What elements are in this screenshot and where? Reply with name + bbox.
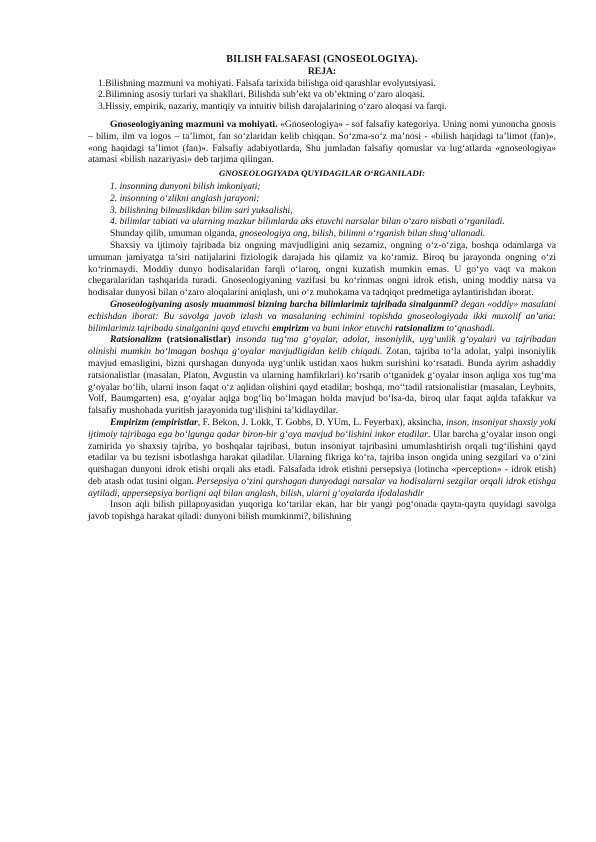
- paragraph-text: Shunday qilib, umuman olganda,: [110, 228, 240, 240]
- paragraph-text: . Zotan, tajriba to‘la adolat, yalpi insoniylik mavjud emasligini, bizni qurshagan dunyoda uyg‘unlik ustidan xaos hukm surishini ko‘rsatadi. Bunda ayrim ashaddiy ratsionalistlar (masalan, Platon, Avgustin va ularning hamfikrlari) ko‘rsatib o‘tganidek g‘oyalar inson aqliga xos tug‘ma g‘oyalar bo‘lib, ularni inson faqat o‘z aqlidan olishini qayd etadilar; boshqa, mo‘‘tadil ratsionalistlar (masalan, Leybnits, Volf, Baumgarten) esa, g‘oyalar aqlga bog‘liq bo‘lmagan holda mavjud bo‘lsa-da, biroq ular faqat aqlda tafakkur va falsafiy mushohada yuritish jarayonida tug‘ilishini ta’kidlaydilar.: [88, 346, 556, 417]
- plan-heading: REJA:: [307, 65, 337, 77]
- studied-item: 4. bilimlar tabiati va ularning mazkur bilimlarda aks etuvchi narsalar bilan o‘zaro nisbati o‘rganiladi.: [110, 216, 505, 228]
- plan-item: 3.Hissiy, empirik, nazariy, mantiqiy va intuitiv bilish darajalarining o‘zaro aloqasi va farqi.: [98, 101, 447, 113]
- paragraph-summary: [88, 228, 556, 240]
- paragraph-main-problem: [88, 299, 556, 334]
- paragraph-lead: Gnoseologiyaning mazmuni va mohiyati.: [110, 118, 278, 130]
- term-ratsionalizm: ratsionalizm: [395, 322, 445, 334]
- plan-item: 2.Bilimning asosiy turlari va shakllari. Bilishda sub’ekt va ob’ektning o‘zaro aloqasi.: [98, 89, 425, 101]
- section-subheading: GNOSEOLOGIYADA QUYIDAGILAR O‘RGANILADI:: [218, 168, 426, 179]
- studied-item: 2. insonning o‘zlikni anglash jarayoni;: [110, 192, 260, 204]
- paragraph-human-mind: Inson aqli bilish pillapoyasidan yuqoriga ko‘tarilar ekan, har bir yangi pog‘onada qayta-qayta quyidagi savolga javob topishga harakat qiladi: dunyoni bilish mumkinmi?, bilishning: [88, 499, 556, 523]
- page-title: BILISH FALSAFASI (GNOSEOLOGIYA).: [226, 54, 418, 65]
- paragraph-empiricism: [88, 417, 556, 500]
- paragraph-intro: [88, 119, 556, 166]
- paragraph-italic: Persepsiya o‘zini qurshagan dunyodagi narsalar va hodisalarni sezgilar orqali idrok etishga aytiladi, appersepsiya borliqni aql bilan anglash, bilish, ularni g‘oyalarda ifodalashdir: [88, 475, 556, 499]
- paragraph-italic: degan «oddiy» masalani echishdan iborat: Bu savolga javob izlash va masalaning echimini topishda gnoseologiyada ikki muxolif an’ana: bilimlarimiz tajribada sinalganini qayd etuvchi: [88, 298, 556, 334]
- paragraph-bold: Gnoseologiyaning asosiy muammosi bizning barcha bilimlarimiz tajribada sinalganmi?: [110, 298, 459, 310]
- paragraph-italic: va buni inkor etuvchi: [308, 322, 395, 334]
- paragraph-bold: (ratsionalistlar): [161, 334, 231, 346]
- paragraph-consciousness: Shaxsiy va ijtimoiy tajribada biz ongning mavjudligini aniq sezamiz, ongning o‘z-o‘ziga, boshqa odamlarga va umuman jamiyatga ta’siri natijalarini fiziologik darajada his qilamiz va ko‘ramiz. Biroq bu jarayonda ongning o‘zi ko‘rinmaydi. Moddiy dunyo hodisalaridan farqli o‘laroq, ongni kuzatish mumkin emas. U go‘yo vaqt va makon chegaralaridan tashqarida turadi. Gnoseologiyaning vazifasi bu ko‘rinmas ongni idrok etish, uning moddiy narsa va hodisalar dunyosi bilan o‘zaro aloqalarini aniqlash, uni o‘z muhokama va tadqiqot predmetiga aylantirishdan iborat.: [88, 239, 556, 299]
- paragraph-italic: inson, insoniyat shaxsiy yoki ijtimoiy tajribaga ega bo‘lgunga qadar biron-bir g‘oya mavjud bo‘lishini inkor etadilar: [88, 416, 556, 440]
- plan-list: [88, 78, 556, 113]
- paragraph-text: «Gnoseologiya» - sof falsafiy kategoriya. Uning nomi yunoncha gnosis – bilim, ilm va logos – ta’limot, fan so‘zlaridan kelib chiqqan. So‘zma-so‘z ma’nosi - «bilish haqidagi ta’limot (fan)», «ong haqidagi ta’limot (fan)». Falsafiy adabiyotlarda, Shu jumladan falsafiy qomuslar va lug‘atlarda «gnoseologiya» atamasi «bilish nazariyasi» deb tarjima qilingan.: [88, 118, 557, 166]
- paragraph-rationalism: [88, 334, 556, 417]
- plan-item: 1.Bilishning mazmuni va mohiyati. Falsafa tarixida bilishga oid qarashlar evolyutsiyasi.: [98, 77, 436, 89]
- paragraph-text: . Ular barcha g‘oyalar inson ongi zamirida yo shaxsiy tajriba, yo boshqalar tajribasi, butun insoniyat tajribasini umumlashtirish orqali tug‘ilishini qayd etadilar va bu tezisni isbotlashga harakat qiladilar. Ularning fikriga ko‘ra, tajriba inson ongida uning sezgilari va o‘zini qurshagan dunyoni idrok etishi orqali aks etadi. Falsafada idrok etishni persepsiya (lotincha «perception» - idrok etish) deb atash odat tusini olgan.: [88, 428, 556, 487]
- studied-item: 3. bilishning bilmaslikdan bilim sari yuksalishi,: [110, 204, 293, 216]
- document-page: [88, 54, 556, 523]
- paragraph-italic: to‘qnashadi.: [444, 322, 495, 334]
- paragraph-italic: insonda tug‘ma g‘oyalar, adolat, insoniylik, uyg‘unlik g‘oyalari va tajribadan olinishi mumkin bo‘lmagan boshqa g‘oyalar mavjudligidan kelib chiqadi: [88, 334, 556, 358]
- term-empirizm: empirizm: [272, 322, 309, 334]
- studied-item: 1. insonning dunyoni bilish imkoniyati;: [110, 180, 261, 192]
- paragraph-text: , F. Bekon, J. Lokk, T. Gobbs, D. YUm, L. Feyerbax), aksincha,: [197, 416, 446, 428]
- term-empirizm: Empirizm (empiristlar: [110, 416, 198, 428]
- paragraph-italic: gnoseologiya ong, bilish, bilimni o‘rganish bilan shug‘ullanadi.: [239, 228, 486, 240]
- term-ratsionalizm: Ratsionalizm: [110, 334, 162, 346]
